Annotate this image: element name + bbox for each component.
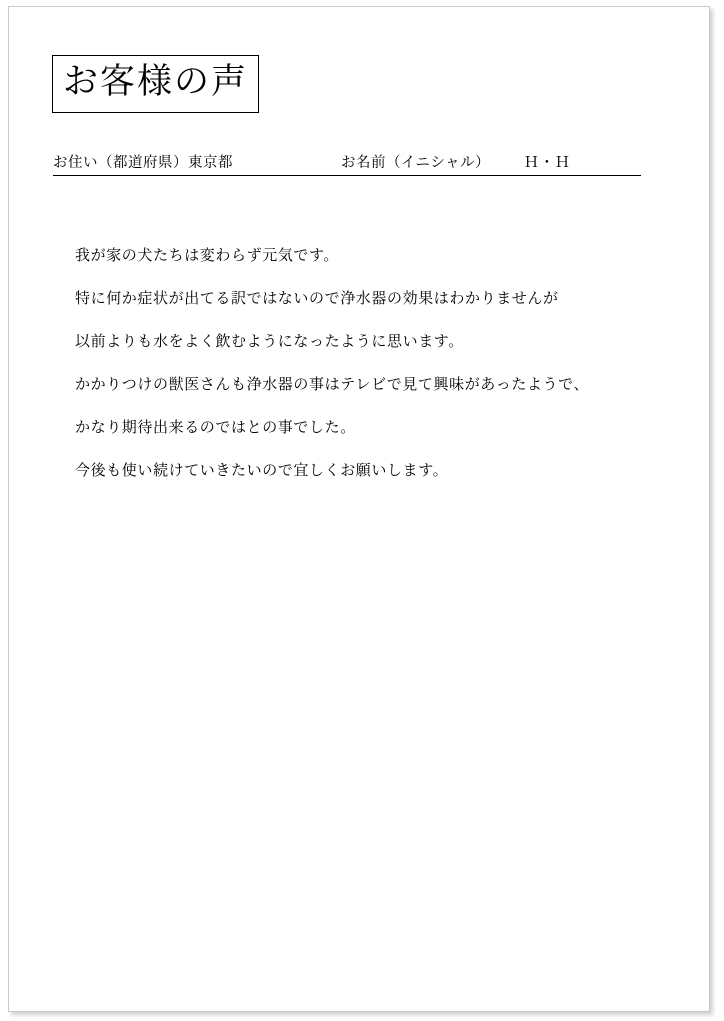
body-line: 今後も使い続けていきたいので宜しくお願いします。 xyxy=(75,463,449,479)
header-fields-row xyxy=(53,150,641,176)
body-line: 我が家の犬たちは変わらず元気です。 xyxy=(75,248,340,264)
page-title: お客様の声 xyxy=(63,62,249,101)
address-field xyxy=(53,154,233,172)
address-value: 東京都 xyxy=(188,155,233,171)
body-line: かなり期待出来るのではとの事でした。 xyxy=(75,420,356,436)
address-label: お住い（都道府県） xyxy=(53,155,188,171)
body-line: かかりつけの獣医さんも浄水器の事はテレビで見て興味があったようで、 xyxy=(75,377,590,393)
body-line: 以前よりも水をよく飲むようになったように思います。 xyxy=(75,334,464,350)
name-value: Ｈ・Ｈ xyxy=(524,155,571,171)
body-line: 特に何か症状が出てる訳ではないので浄水器の効果はわかりませんが xyxy=(75,291,559,307)
title-box xyxy=(52,55,259,113)
name-label: お名前（イニシャル） xyxy=(341,155,491,171)
name-field xyxy=(341,154,571,172)
testimonial-body xyxy=(75,235,675,493)
document-sheet xyxy=(8,6,710,1012)
